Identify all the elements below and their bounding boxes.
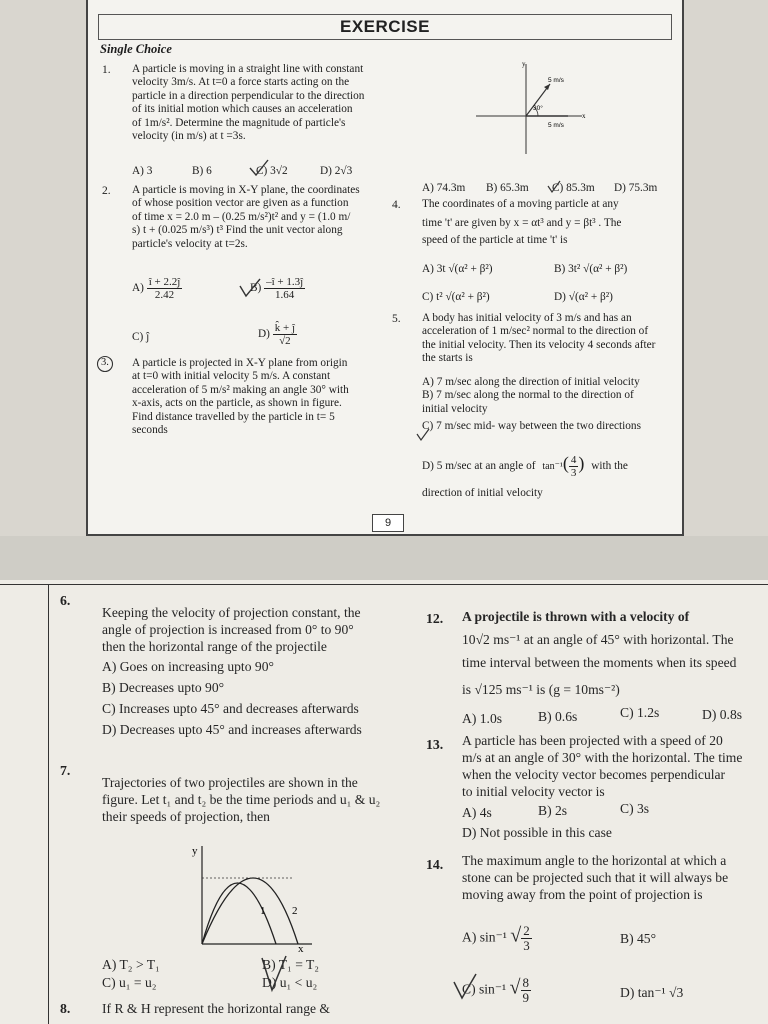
exercise-header: EXERCISE bbox=[98, 14, 672, 40]
q5-option-a[interactable]: A) 7 m/sec along the direction of initial velocity bbox=[422, 376, 640, 388]
q7-option-a[interactable]: A) T₂ > T₁ bbox=[102, 957, 160, 972]
fig7-y-label: y bbox=[192, 845, 198, 857]
tick-mark-q14 bbox=[452, 972, 482, 1002]
q13-option-b[interactable]: B) 2s bbox=[538, 803, 568, 818]
q13-option-a[interactable]: A) 4s bbox=[462, 805, 492, 820]
question-14-text: The maximum angle to the horizontal at which a stone can be projected such that it will always be moving away from the point of projection is bbox=[462, 853, 729, 902]
question-12-number: 12. bbox=[426, 611, 444, 626]
q12-option-a[interactable]: A) 1.0s bbox=[462, 711, 503, 726]
question-3-text: A particle is projected in X-Y plane from origin at t=0 with initial velocity 5 m/s. A constant acceleration of 5 m/s² making an angle 30° with x-axis, acts on the particle, as shown in figure. Find distance travelled by the particle in t= 5 seconds bbox=[132, 357, 349, 437]
page-gap bbox=[0, 536, 768, 580]
fig-v1-label: 5 m/s bbox=[548, 77, 564, 84]
q3-option-a[interactable]: A) 74.3m bbox=[422, 182, 466, 194]
question-6-text: Keeping the velocity of projection constant, the angle of projection is increased from 0° to 90° then the horizontal range of the projectile bbox=[102, 605, 361, 654]
q2-option-c[interactable]: C) ĵ bbox=[132, 331, 150, 343]
q2-option-d[interactable]: D) $\frac{k̂ + ĵ}{√2}$ bbox=[258, 322, 296, 347]
fig-y-label: y bbox=[522, 60, 526, 68]
q7-option-c[interactable]: C) u₁ = u₂ bbox=[102, 975, 157, 990]
velocity-diagram bbox=[476, 58, 616, 158]
fig7-curve-2-label: 2 bbox=[292, 905, 298, 917]
q2-option-b[interactable]: B) $\frac{-î + 1.3ĵ}{1.64}$ bbox=[250, 276, 304, 301]
question-8-text: If R & H represent the horizontal range & bbox=[102, 1001, 330, 1016]
trajectory-diagram bbox=[186, 842, 326, 955]
q13-option-c[interactable]: C) 3s bbox=[620, 801, 650, 816]
q6-options[interactable] bbox=[102, 658, 418, 738]
q6-option-a[interactable]: A) Goes on increasing upto 90° bbox=[102, 659, 274, 674]
question-8-number: 8. bbox=[60, 1001, 71, 1016]
q7-option-d[interactable]: D) u₁ < u₂ bbox=[262, 975, 318, 990]
tick-mark-q5 bbox=[416, 428, 432, 442]
q4-option-b[interactable]: B) 3t² √(α² + β²) bbox=[554, 263, 628, 275]
fig7-x-label: x bbox=[298, 943, 304, 955]
q6-option-b[interactable]: B) Decreases upto 90° bbox=[102, 680, 225, 695]
question-2-number: 2. bbox=[102, 185, 111, 197]
q12-option-c[interactable]: C) 1.2s bbox=[620, 705, 660, 720]
question-2-text: A particle is moving in X-Y plane, the coordinates of whose position vector are given as a function of time x = 2.0 m – (0.25 m/s²)t² and y = (1.0 m/ s) t + (0.025 m/s³) t³ Find the unit vector along particle's velocity at t=2s. bbox=[132, 184, 360, 250]
top-border bbox=[0, 584, 768, 585]
question-3-number: 3. bbox=[101, 357, 109, 368]
tick-mark-q3 bbox=[546, 180, 566, 194]
fig-x-label: x bbox=[582, 112, 586, 120]
q3-option-b[interactable]: B) 65.3m bbox=[486, 182, 529, 194]
q4-option-d[interactable]: D) √(α² + β²) bbox=[554, 291, 613, 303]
q14-option-d[interactable]: D) tan⁻¹ √3 bbox=[620, 985, 684, 1000]
page-number: 9 bbox=[372, 514, 404, 532]
question-5-number: 5. bbox=[392, 313, 401, 325]
q5-options-abc[interactable] bbox=[422, 376, 678, 434]
q14-option-c[interactable]: C) sin⁻¹ √ $\frac{8}{9}$ bbox=[462, 975, 529, 1005]
q1-option-b[interactable]: B) 6 bbox=[192, 165, 212, 177]
q1-option-a[interactable]: A) 3 bbox=[132, 165, 153, 177]
fig-angle-label: 30° bbox=[533, 105, 543, 112]
question-4-number: 4. bbox=[392, 199, 401, 211]
q5-option-b[interactable]: B) 7 m/sec along the normal to the direction of bbox=[422, 389, 634, 402]
q4-option-a[interactable]: A) 3t √(α² + β²) bbox=[422, 263, 493, 275]
q13-option-d[interactable]: D) Not possible in this case bbox=[462, 825, 612, 840]
bottom-page bbox=[0, 580, 768, 1024]
q4-option-c[interactable]: C) t² √(α² + β²) bbox=[422, 291, 490, 303]
q12-option-d[interactable]: D) 0.8s bbox=[702, 707, 743, 722]
q14-option-b[interactable]: B) 45° bbox=[620, 931, 657, 946]
q3-option-d[interactable]: D) 75.3m bbox=[614, 182, 658, 194]
left-margin-line bbox=[48, 584, 49, 1024]
question-13-number: 13. bbox=[426, 737, 444, 752]
q6-option-d[interactable]: D) Decreases upto 45° and increases afterwards bbox=[102, 722, 362, 737]
q5-option-c[interactable]: C) 7 m/sec mid- way between the two directions bbox=[422, 420, 641, 433]
q6-option-c[interactable]: C) Increases upto 45° and decreases afterwards bbox=[102, 701, 359, 716]
q5-option-b-cont: initial velocity bbox=[422, 402, 488, 415]
question-1-text: A particle is moving in a straight line with constant velocity 3m/s. At t=0 a force starts acting on the particle in a direction perpendicular to the direction of its initial motion which causes an acceleration of 1m/s². Determine the magnitude of particle's velocity (in m/s) at t =3s. bbox=[132, 63, 365, 143]
fig7-curve-1-label: 1 bbox=[260, 905, 266, 917]
section-title: Single Choice bbox=[100, 42, 172, 56]
question-7-number: 7. bbox=[60, 763, 71, 778]
fig-v2-label: 5 m/s bbox=[548, 122, 564, 129]
q1-option-c[interactable]: C) 3√2 bbox=[256, 165, 288, 177]
question-13-text: A particle has been projected with a speed of 20 m/s at an angle of 30° with the horizontal. The time when the velocity vector becomes perpendicular to initial velocity vector is bbox=[462, 733, 743, 799]
q3-option-c[interactable]: C) 85.3m bbox=[552, 182, 595, 194]
q1-option-d[interactable]: D) 2√3 bbox=[320, 165, 353, 177]
question-6-number: 6. bbox=[60, 593, 71, 608]
question-5-text: A body has initial velocity of 3 m/s and has an acceleration of 1 m/sec² normal to the direction of the initial velocity. Then its velocity 4 seconds after the starts is bbox=[422, 312, 656, 365]
tick-mark-q1 bbox=[248, 158, 288, 178]
tick-mark-q7 bbox=[260, 954, 290, 994]
question-14-number: 14. bbox=[426, 857, 444, 872]
question-12-text: A projectile is thrown with a velocity of 10√2 ms⁻¹ at an angle of 45° with horizontal. The time interval between the moments when its speed is √125 ms⁻¹ is (g = 10ms⁻²) bbox=[462, 609, 737, 697]
question-1-number: 1. bbox=[102, 64, 111, 76]
question-7-text: Trajectories of two projectiles are shown in the figure. Let t₁ and t₂ be the time periods and u₁ & u₂ their speeds of projection, then bbox=[102, 775, 381, 824]
tick-mark-q2 bbox=[238, 278, 268, 300]
q12-option-b[interactable]: B) 0.6s bbox=[538, 709, 578, 724]
q5-option-d-cont: direction of initial velocity bbox=[422, 487, 543, 499]
q5-option-d[interactable]: D) 5 m/sec at an angle of tan⁻¹( $\frac{4}{3}$ ) with the bbox=[422, 453, 628, 479]
q7-option-b[interactable]: B) T₁ = T₂ bbox=[262, 957, 320, 972]
question-4-text: The coordinates of a moving particle at any time 't' are given by x = αt³ and y = βt³ . The speed of the particle at time 't' is bbox=[422, 198, 622, 246]
q14-option-a[interactable]: A) sin⁻¹ √ $\frac{2}{3}$ bbox=[462, 923, 530, 953]
top-page bbox=[86, 0, 684, 536]
q2-option-a[interactable]: A) $\frac{î + 2.2ĵ}{2.42}$ bbox=[132, 276, 181, 301]
